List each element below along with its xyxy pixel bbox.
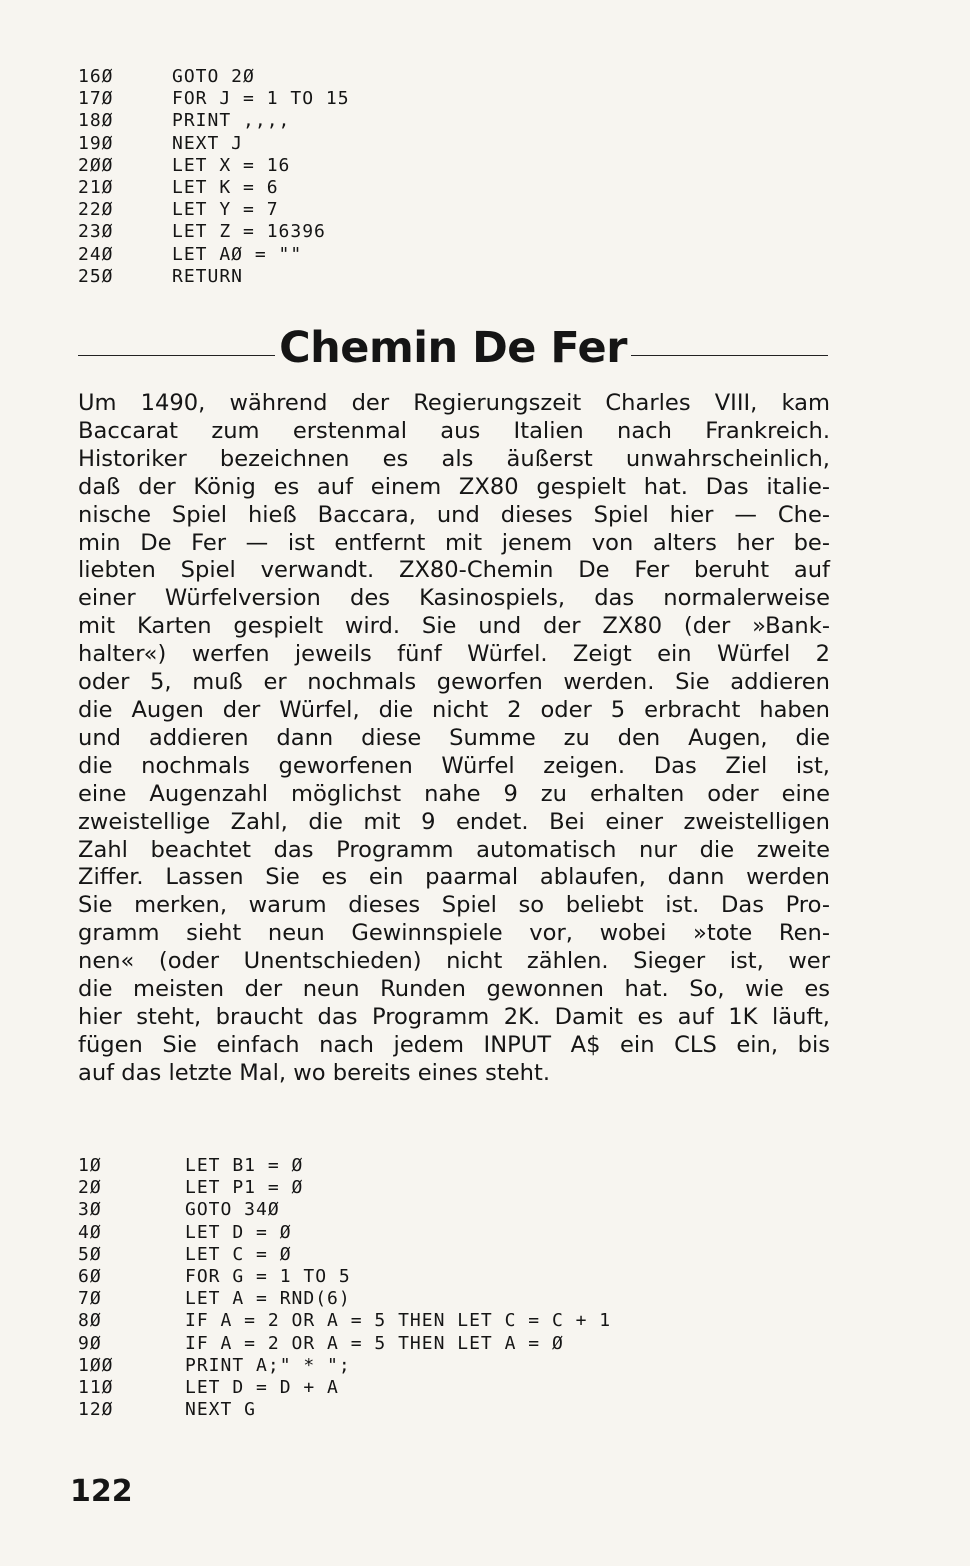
text-line: halter«) werfen jeweils fünf Würfel. Zeigt ein Würfel 2 — [78, 641, 830, 668]
statement: NEXT J — [172, 132, 244, 154]
line-number: 11Ø — [78, 1377, 114, 1399]
text-line: und addieren dann diese Summe zu den Augen, die — [78, 724, 830, 751]
code-listing-bottom — [78, 1155, 611, 1421]
line-number: 18Ø — [78, 110, 114, 132]
line-number: 12Ø — [78, 1399, 114, 1421]
statement: LET Y = 7 — [172, 199, 279, 221]
statement: LET D = D + A — [185, 1377, 339, 1399]
text-line: die Augen der Würfel, die nicht 2 oder 5 erbracht haben — [78, 696, 830, 723]
text-line: Sie merken, warum dieses Spiel so beliebt ist. Das Pro- — [78, 892, 830, 919]
text-line: Zahl beachtet das Programm automatisch nur die zweite — [78, 836, 830, 863]
line-number: 21Ø — [78, 177, 114, 199]
page-number: 122 — [70, 1474, 133, 1509]
statement: LET C = Ø — [185, 1243, 292, 1265]
code-line — [78, 1177, 611, 1199]
code-line — [78, 155, 350, 177]
statement: LET K = 6 — [172, 177, 279, 199]
text-line: hier steht, braucht das Programm 2K. Damit es auf 1K läuft, — [78, 1003, 830, 1030]
line-number: 17Ø — [78, 88, 114, 110]
text-line: gramm sieht neun Gewinnspiele vor, wobei »tote Ren- — [78, 920, 830, 947]
code-listing-top — [78, 66, 350, 288]
code-line — [78, 1355, 611, 1377]
code-line — [78, 110, 350, 132]
text-line: auf das letzte Mal, wo bereits eines steht. — [78, 1059, 551, 1086]
heading-rule-right — [631, 355, 828, 356]
code-line — [78, 266, 350, 288]
text-line: oder 5, muß er nochmals geworfen werden. Sie addieren — [78, 669, 830, 696]
code-line — [78, 1244, 611, 1266]
line-number: 2Ø — [78, 1177, 102, 1199]
code-line — [78, 1310, 611, 1332]
statement: LET B1 = Ø — [185, 1155, 304, 1176]
statement: PRINT A;" * "; — [185, 1354, 351, 1376]
line-number: 7Ø — [78, 1288, 102, 1310]
line-number: 6Ø — [78, 1266, 102, 1288]
statement: FOR J = 1 TO 15 — [172, 88, 350, 110]
code-line — [78, 1155, 611, 1177]
statement: LET X = 16 — [172, 154, 291, 176]
statement: GOTO 2Ø — [172, 66, 255, 87]
text-line: min De Fer — ist entfernt mit jenem von alters her be- — [78, 529, 830, 556]
text-line: die nochmals geworfenen Würfel zeigen. Das Ziel ist, — [78, 752, 830, 779]
text-line: daß der König es auf einem ZX80 gespielt hat. Das italie- — [78, 473, 830, 500]
line-number: 16Ø — [78, 66, 114, 87]
statement: PRINT ,,,, — [172, 110, 291, 132]
statement: NEXT G — [185, 1399, 257, 1421]
statement: FOR G = 1 TO 5 — [185, 1266, 351, 1288]
statement: LET P1 = Ø — [185, 1177, 304, 1199]
code-line — [78, 199, 350, 221]
statement: IF A = 2 OR A = 5 THEN LET A = Ø — [185, 1332, 564, 1354]
text-line: nische Spiel hieß Baccara, und dieses Spiel hier — Che- — [78, 501, 830, 528]
line-number: 23Ø — [78, 221, 114, 243]
line-number: 22Ø — [78, 199, 114, 221]
statement: LET A = RND(6) — [185, 1288, 351, 1310]
text-line: die meisten der neun Runden gewonnen hat. So, wie es — [78, 976, 830, 1003]
text-line: Historiker bezeichnen es als äußerst unwahrscheinlich, — [78, 445, 830, 472]
text-line: Um 1490, während der Regierungszeit Charles VIII, kam — [78, 390, 830, 416]
code-line — [78, 1222, 611, 1244]
line-number: 25Ø — [78, 265, 114, 287]
section-title: Chemin De Fer — [279, 323, 627, 373]
line-number: 5Ø — [78, 1243, 102, 1265]
code-line — [78, 1266, 611, 1288]
line-number: 1Ø — [78, 1155, 102, 1176]
text-line: Ziffer. Lassen Sie es ein paarmal ablaufen, dann werden — [78, 864, 830, 891]
statement: LET AØ = "" — [172, 243, 303, 265]
text-line: zweistellige Zahl, die mit 9 endet. Bei einer zweistelligen — [78, 808, 830, 835]
line-number: 2ØØ — [78, 154, 114, 176]
line-number: 1ØØ — [78, 1354, 114, 1376]
line-number: 9Ø — [78, 1332, 102, 1354]
line-number: 4Ø — [78, 1221, 102, 1243]
line-number: 8Ø — [78, 1310, 102, 1332]
text-line: fügen Sie einfach nach jedem INPUT A$ ein CLS ein, bis — [78, 1031, 830, 1058]
code-line — [78, 177, 350, 199]
text-line: liebten Spiel verwandt. ZX80-Chemin De Fer beruht auf — [78, 557, 830, 584]
line-number: 19Ø — [78, 132, 114, 154]
code-line — [78, 88, 350, 110]
code-line — [78, 1333, 611, 1355]
text-line: nen« (oder Unentschieden) nicht zählen. Sieger ist, wer — [78, 948, 830, 975]
statement: LET D = Ø — [185, 1221, 292, 1243]
code-line — [78, 66, 350, 88]
code-line — [78, 221, 350, 243]
code-line — [78, 133, 350, 155]
statement: IF A = 2 OR A = 5 THEN LET C = C + 1 — [185, 1310, 612, 1332]
code-line — [78, 1399, 611, 1421]
statement: LET Z = 16396 — [172, 221, 326, 243]
code-line — [78, 244, 350, 266]
statement: GOTO 34Ø — [185, 1199, 280, 1221]
code-line — [78, 1377, 611, 1399]
line-number: 3Ø — [78, 1199, 102, 1221]
text-line: einer Würfelversion des Kasinospiels, das normalerweise — [78, 585, 830, 612]
code-line — [78, 1288, 611, 1310]
text-line: Baccarat zum erstenmal aus Italien nach Frankreich. — [78, 417, 830, 444]
statement: RETURN — [172, 265, 244, 287]
text-line: eine Augenzahl möglichst nahe 9 zu erhalten oder eine — [78, 780, 830, 807]
line-number: 24Ø — [78, 243, 114, 265]
body-paragraph — [78, 390, 830, 1088]
code-line — [78, 1199, 611, 1221]
section-heading — [78, 318, 828, 378]
heading-rule-left — [78, 355, 275, 356]
text-line: mit Karten gespielt wird. Sie und der ZX80 (der »Bank- — [78, 613, 830, 640]
